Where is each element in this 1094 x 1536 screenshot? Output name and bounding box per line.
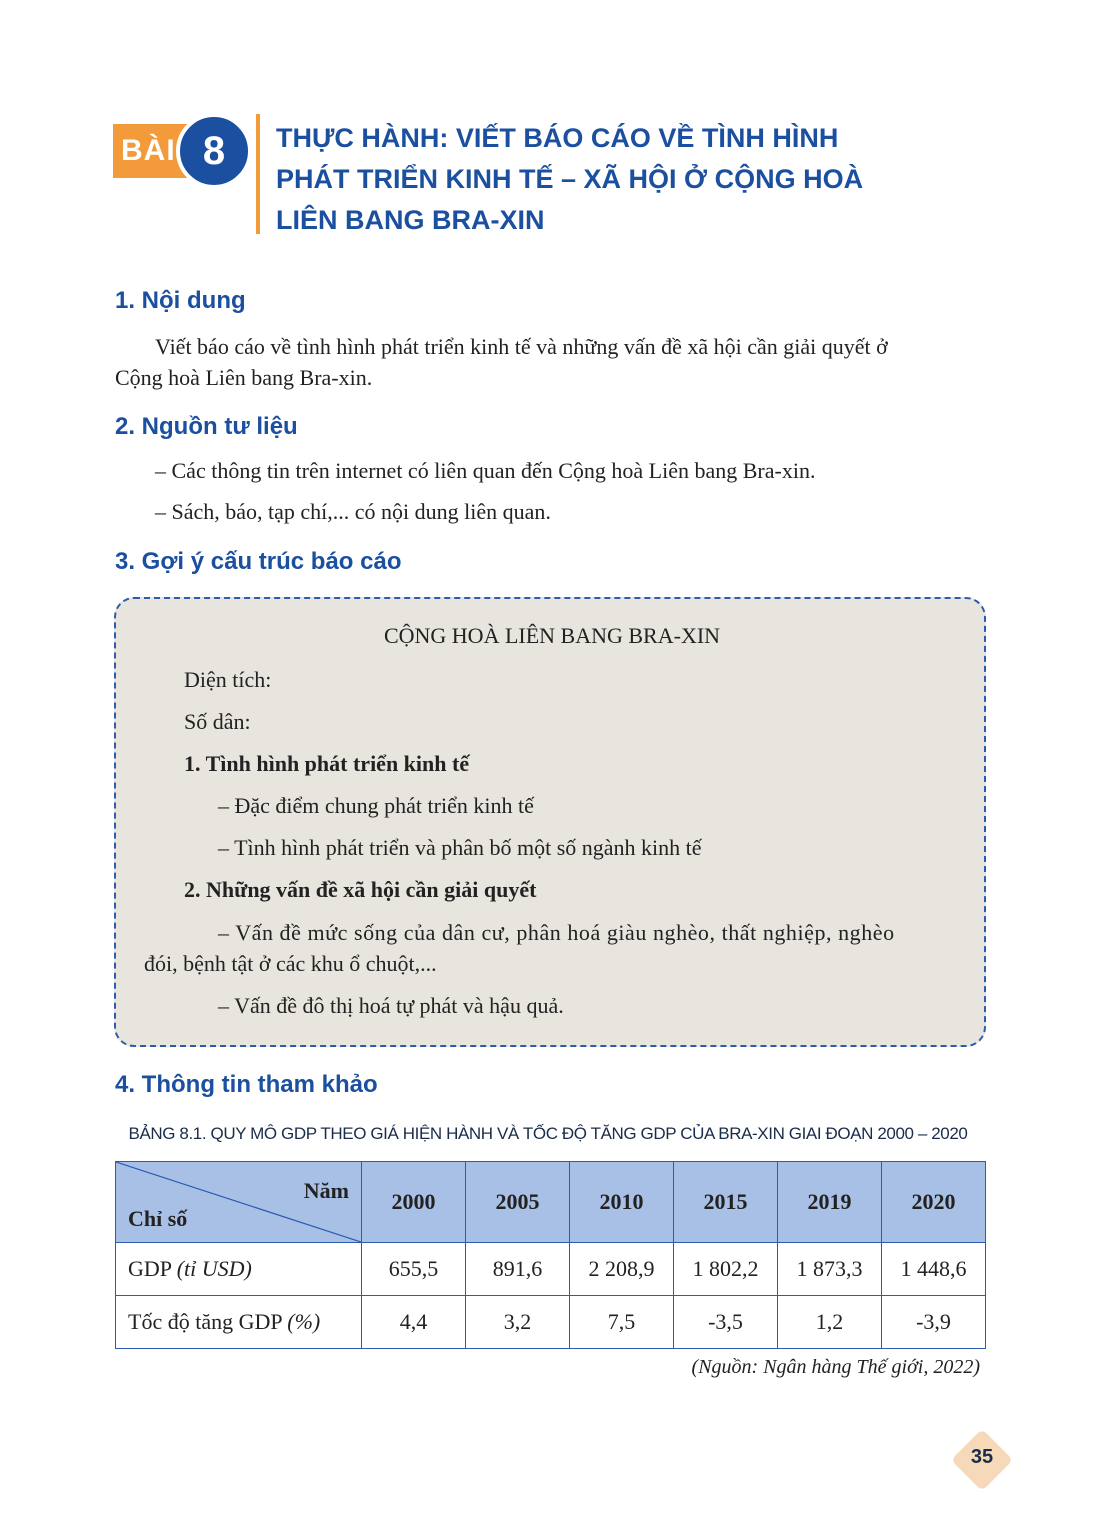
row-label-unit: (%) [287, 1309, 321, 1334]
row-label-main: Tốc độ tăng GDP [128, 1309, 288, 1334]
report-outline-box [114, 597, 986, 1047]
table-cell: 1 448,6 [882, 1243, 986, 1296]
year-header: 2019 [778, 1162, 882, 1243]
table-cell: -3,9 [882, 1296, 986, 1349]
year-header: 2000 [362, 1162, 466, 1243]
table-cell: 3,2 [466, 1296, 570, 1349]
outline-part2-heading: 2. Những vấn đề xã hội cần giải quyết [184, 877, 537, 902]
row-label [116, 1296, 362, 1349]
table-row [116, 1243, 986, 1296]
lesson-title [276, 118, 896, 241]
table-caption: BẢNG 8.1. QUY MÔ GDP THEO GIÁ HIỆN HÀNH VÀ TỐC ĐỘ TĂNG GDP CỦA BRA-XIN GIAI ĐOẠN 2000 – 2020 [128, 1124, 968, 1143]
section1-paragraph-line2: Cộng hoà Liên bang Bra-xin. [115, 365, 373, 390]
row-label [116, 1243, 362, 1296]
outline-area: Diện tích: [184, 667, 272, 692]
lesson-title-line: PHÁT TRIỂN KINH TẾ – XÃ HỘI Ở CỘNG HOÀ [276, 164, 864, 194]
outline-part1-heading: 1. Tình hình phát triển kinh tế [184, 751, 470, 776]
page-number: 35 [970, 1446, 994, 1468]
lesson-title-line: LIÊN BANG BRA-XIN [276, 205, 545, 235]
section1-heading: 1. Nội dung [115, 287, 246, 314]
table-header-row [116, 1162, 986, 1243]
year-header: 2005 [466, 1162, 570, 1243]
section2-item: – Các thông tin trên internet có liên quan đến Cộng hoà Liên bang Bra-xin. [155, 458, 816, 483]
outline-part2-item1-line2: đói, bệnh tật ở các khu ổ chuột,... [144, 951, 437, 976]
lesson-title-line: THỰC HÀNH: VIẾT BÁO CÁO VỀ TÌNH HÌNH [276, 123, 839, 153]
table-cell: 7,5 [570, 1296, 674, 1349]
table-source: (Nguồn: Ngân hàng Thế giới, 2022) [691, 1356, 980, 1378]
section2-item: – Sách, báo, tạp chí,... có nội dung liên quan. [155, 499, 551, 524]
corner-year-label: Năm [303, 1178, 349, 1203]
table-cell: 1 802,2 [674, 1243, 778, 1296]
corner-index-label: Chỉ số [128, 1206, 188, 1231]
row-label-unit: (tỉ USD) [176, 1256, 252, 1281]
table-cell: 655,5 [362, 1243, 466, 1296]
outline-title: CỘNG HOÀ LIÊN BANG BRA-XIN [383, 623, 721, 648]
outline-part2-item2: – Vấn đề đô thị hoá tự phát và hậu quả. [218, 993, 564, 1018]
section4-heading: 4. Thông tin tham khảo [115, 1071, 378, 1098]
table-cell: -3,5 [674, 1296, 778, 1349]
outline-part2-item1-line1: – Vấn đề mức sống của dân cư, phân hoá giàu nghèo, thất nghiệp, nghèo [218, 920, 895, 945]
lesson-badge-label: BÀI [113, 124, 205, 178]
table-cell: 891,6 [466, 1243, 570, 1296]
table-cell: 2 208,9 [570, 1243, 674, 1296]
year-header: 2020 [882, 1162, 986, 1243]
table-cell: 1 873,3 [778, 1243, 882, 1296]
section2-heading: 2. Nguồn tư liệu [115, 413, 298, 440]
outline-part1-item: – Đặc điểm chung phát triển kinh tế [218, 793, 534, 818]
table-cell: 1,2 [778, 1296, 882, 1349]
table-cell: 4,4 [362, 1296, 466, 1349]
gdp-table [115, 1161, 986, 1349]
table-corner-cell [116, 1162, 362, 1243]
row-label-main: GDP [128, 1256, 177, 1281]
lesson-badge-number: 8 [176, 113, 252, 189]
year-header: 2010 [570, 1162, 674, 1243]
table-row [116, 1296, 986, 1349]
outline-population: Số dân: [184, 709, 251, 734]
section3-heading: 3. Gợi ý cấu trúc báo cáo [115, 548, 402, 575]
title-divider [256, 114, 260, 234]
outline-part1-item: – Tình hình phát triển và phân bố một số ngành kinh tế [218, 835, 702, 860]
section1-paragraph-line1: Viết báo cáo về tình hình phát triển kinh tế và những vấn đề xã hội cần giải quyết ở [155, 334, 888, 359]
year-header: 2015 [674, 1162, 778, 1243]
